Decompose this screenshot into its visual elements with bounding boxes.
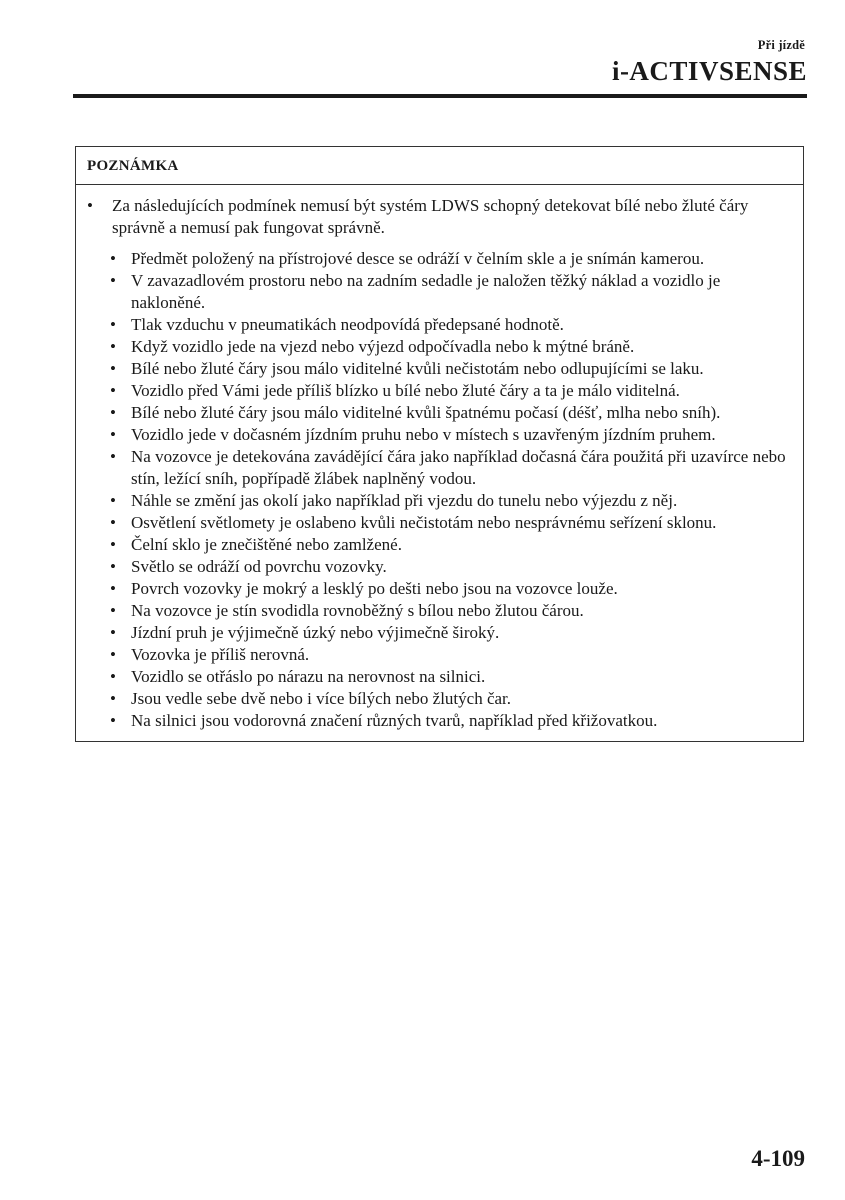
list-item-text: Na silnici jsou vodorovná značení různých tvarů, například před křižovatkou.: [131, 711, 658, 730]
list-item: [76, 644, 803, 666]
list-item-text: Vozidlo se otřáslo po nárazu na nerovnost na silnici.: [131, 667, 486, 686]
list-item-text: Světlo se odráží od povrchu vozovky.: [131, 557, 387, 576]
page-title: i-ACTIVSENSE: [611, 56, 807, 86]
list-item-text: Čelní sklo je znečištěné nebo zamlžené.: [131, 535, 402, 554]
list-item-text: Vozidlo před Vámi jede příliš blízko u bílé nebo žluté čáry a ta je málo viditelná.: [131, 381, 680, 400]
bullet-dot-icon: •: [110, 403, 116, 422]
bullet-dot-icon: •: [110, 601, 116, 620]
list-item-text: Jízdní pruh je výjimečně úzký nebo výjimečně široký.: [131, 623, 500, 642]
list-item: [76, 358, 803, 380]
page-number: 4-109: [751, 1146, 805, 1171]
bullet-dot-icon: •: [110, 689, 116, 708]
note-main-item: [76, 195, 803, 239]
bullet-dot-icon: •: [110, 425, 116, 444]
bullet-dot-icon: •: [110, 667, 116, 686]
list-item: [76, 556, 803, 578]
bullet-dot-icon: •: [110, 513, 116, 532]
bullet-dot-icon: •: [110, 315, 116, 334]
list-item: [76, 248, 803, 270]
list-item-text: Na vozovce je stín svodidla rovnoběžný s bílou nebo žlutou čárou.: [131, 601, 584, 620]
header-divider: [73, 94, 807, 98]
list-item: [76, 600, 803, 622]
list-item-text: Osvětlení světlomety je oslabeno kvůli nečistotám nebo nesprávnému seřízení sklonu.: [131, 513, 717, 532]
list-item: [76, 666, 803, 688]
list-item: [76, 710, 803, 732]
list-item: [76, 314, 803, 336]
bullet-dot-icon: •: [110, 535, 116, 554]
bullet-dot-icon: •: [110, 337, 116, 356]
list-item: [76, 424, 803, 446]
bullet-dot-icon: •: [87, 196, 93, 215]
list-item-text: Vozidlo jede v dočasném jízdním pruhu nebo v místech s uzavřeným jízdním pruhem.: [131, 425, 716, 444]
list-item-text: Předmět položený na přístrojové desce se odráží v čelním skle a je snímán kamerou.: [131, 249, 705, 268]
bullet-dot-icon: •: [110, 711, 116, 730]
list-item: [76, 402, 803, 424]
note-box: [75, 146, 804, 742]
list-item: [76, 270, 803, 314]
list-item-text: Na vozovce je detekována zavádějící čára jako například dočasná čára použitá při uzavírce nebo stín, ležící sníh, popřípadě žlábek naplněný vodou.: [131, 447, 786, 488]
list-item-text: Povrch vozovky je mokrý a lesklý po dešti nebo jsou na vozovce louže.: [131, 579, 618, 598]
bullet-dot-icon: •: [110, 249, 116, 268]
bullet-dot-icon: •: [110, 359, 116, 378]
list-item: [76, 622, 803, 644]
list-item: [76, 578, 803, 600]
list-item-text: Tlak vzduchu v pneumatikách neodpovídá předepsané hodnotě.: [131, 315, 564, 334]
bullet-dot-icon: •: [110, 447, 116, 466]
list-item-text: Bílé nebo žluté čáry jsou málo viditelné kvůli špatnému počasí (déšť, mlha nebo sníh).: [131, 403, 721, 422]
bullet-dot-icon: •: [110, 645, 116, 664]
note-main-text: Za následujících podmínek nemusí být systém LDWS schopný detekovat bílé nebo žluté čáry správně a nemusí pak fungovat správně.: [112, 196, 749, 237]
list-item: [76, 490, 803, 512]
bullet-dot-icon: •: [110, 271, 116, 290]
list-item: [76, 336, 803, 358]
section-label: Při jízdě: [757, 38, 805, 52]
list-item-text: Když vozidlo jede na vjezd nebo výjezd odpočívadla nebo k mýtné bráně.: [131, 337, 635, 356]
bullet-dot-icon: •: [110, 579, 116, 598]
bullet-dot-icon: •: [110, 557, 116, 576]
list-item: [76, 380, 803, 402]
bullet-dot-icon: •: [110, 491, 116, 510]
note-heading: POZNÁMKA: [76, 147, 803, 185]
condition-list: [76, 248, 803, 732]
list-item: [76, 688, 803, 710]
list-item: [76, 512, 803, 534]
bullet-dot-icon: •: [110, 381, 116, 400]
list-item-text: Vozovka je příliš nerovná.: [131, 645, 310, 664]
list-item: [76, 534, 803, 556]
list-item: [76, 446, 803, 490]
bullet-dot-icon: •: [110, 623, 116, 642]
list-item-text: Náhle se změní jas okolí jako například při vjezdu do tunelu nebo výjezdu z něj.: [131, 491, 678, 510]
list-item-text: Bílé nebo žluté čáry jsou málo viditelné kvůli nečistotám nebo odlupujícími se laku.: [131, 359, 704, 378]
list-item-text: V zavazadlovém prostoru nebo na zadním sedadle je naložen těžký náklad a vozidlo je nakloněné.: [131, 271, 721, 312]
list-item-text: Jsou vedle sebe dvě nebo i více bílých nebo žlutých čar.: [131, 689, 512, 708]
